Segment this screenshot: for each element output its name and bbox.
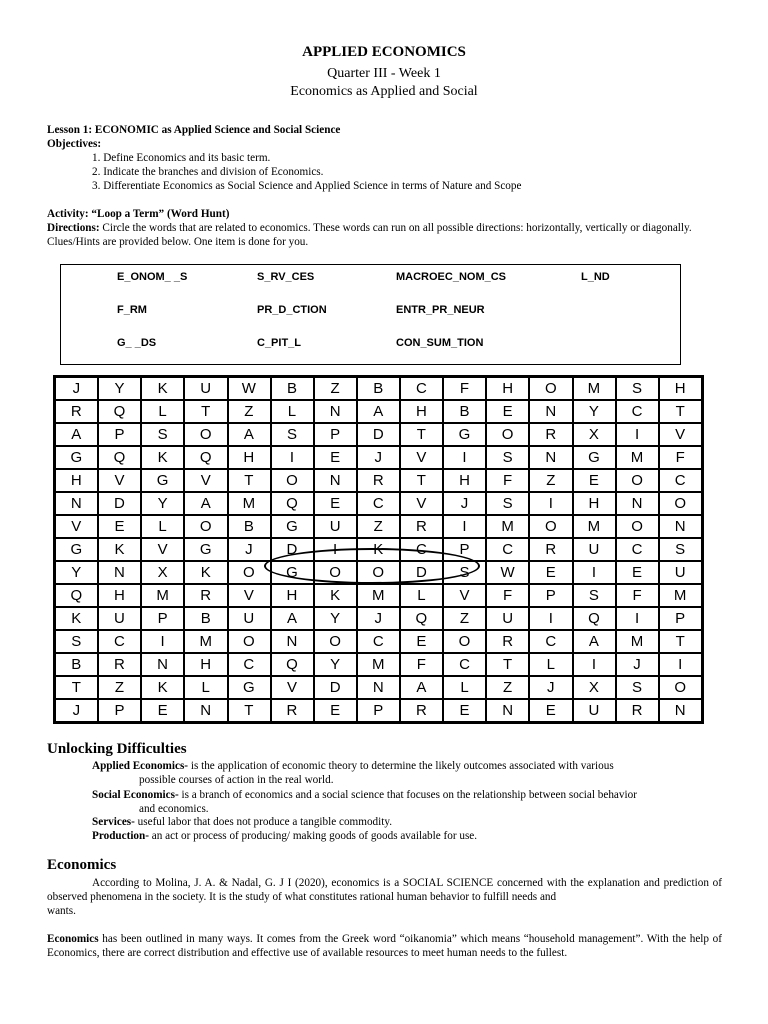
grid-letter-cell[interactable]: K [141, 446, 184, 469]
grid-letter-cell[interactable]: Q [400, 607, 443, 630]
grid-letter-cell[interactable]: R [529, 538, 572, 561]
grid-letter-cell[interactable]: G [271, 515, 314, 538]
grid-letter-cell[interactable]: O [616, 469, 659, 492]
clue-word: CON_SUM_TION [396, 337, 484, 349]
grid-letter-cell[interactable]: D [357, 423, 400, 446]
definition-term: Services- [92, 816, 135, 828]
grid-letter-cell[interactable]: U [573, 538, 616, 561]
grid-letter-cell[interactable]: I [529, 607, 572, 630]
grid-letter-cell[interactable]: V [400, 492, 443, 515]
grid-letter-cell[interactable]: I [443, 446, 486, 469]
grid-letter-cell[interactable]: I [314, 538, 357, 561]
grid-letter-cell[interactable]: M [616, 446, 659, 469]
grid-letter-cell[interactable]: G [55, 538, 98, 561]
definition-services [92, 815, 722, 829]
grid-letter-cell[interactable]: N [486, 699, 529, 722]
grid-letter-cell[interactable]: E [400, 630, 443, 653]
grid-letter-cell[interactable]: O [184, 515, 227, 538]
grid-letter-cell[interactable]: D [400, 561, 443, 584]
grid-letter-cell[interactable]: V [184, 469, 227, 492]
grid-letter-cell[interactable]: M [228, 492, 271, 515]
grid-letter-cell[interactable]: O [443, 630, 486, 653]
clue-word: ENTR_PR_NEUR [396, 304, 485, 316]
grid-letter-cell[interactable]: C [357, 492, 400, 515]
grid-letter-cell[interactable]: N [55, 492, 98, 515]
grid-letter-cell[interactable]: N [314, 400, 357, 423]
grid-letter-cell[interactable]: P [141, 607, 184, 630]
grid-letter-cell[interactable]: V [271, 676, 314, 699]
grid-letter-cell[interactable]: Q [271, 492, 314, 515]
grid-letter-cell[interactable]: F [486, 469, 529, 492]
unlocking-difficulties-heading: Unlocking Difficulties [47, 741, 187, 757]
grid-letter-cell[interactable]: T [228, 469, 271, 492]
grid-letter-cell[interactable]: R [616, 699, 659, 722]
grid-letter-cell[interactable]: H [573, 492, 616, 515]
grid-letter-cell[interactable]: N [314, 469, 357, 492]
grid-letter-cell[interactable]: R [184, 584, 227, 607]
grid-letter-cell[interactable]: Z [228, 400, 271, 423]
grid-letter-cell[interactable]: G [228, 676, 271, 699]
grid-letter-cell[interactable]: B [228, 515, 271, 538]
grid-letter-cell[interactable]: B [357, 377, 400, 400]
grid-letter-cell[interactable]: M [573, 515, 616, 538]
grid-letter-cell[interactable]: H [400, 400, 443, 423]
grid-letter-cell[interactable]: P [98, 699, 141, 722]
grid-letter-cell[interactable]: M [616, 630, 659, 653]
grid-letter-cell[interactable]: X [573, 676, 616, 699]
grid-letter-cell[interactable]: H [659, 377, 702, 400]
grid-letter-cell[interactable]: C [659, 469, 702, 492]
grid-letter-cell[interactable]: N [357, 676, 400, 699]
economics-paragraph-2 [47, 932, 722, 960]
grid-letter-cell[interactable]: T [659, 630, 702, 653]
grid-letter-cell[interactable]: S [616, 377, 659, 400]
grid-letter-cell[interactable]: O [184, 423, 227, 446]
grid-letter-cell[interactable]: E [98, 515, 141, 538]
grid-letter-cell[interactable]: P [443, 538, 486, 561]
grid-letter-cell[interactable]: O [529, 377, 572, 400]
grid-letter-cell[interactable]: J [616, 653, 659, 676]
grid-letter-cell[interactable]: E [314, 446, 357, 469]
objectives-label: Objectives: [47, 138, 102, 150]
grid-letter-cell[interactable]: Z [314, 377, 357, 400]
grid-letter-cell[interactable]: J [55, 377, 98, 400]
grid-letter-cell[interactable]: O [616, 515, 659, 538]
grid-letter-cell[interactable]: L [443, 676, 486, 699]
grid-letter-cell[interactable]: C [616, 400, 659, 423]
grid-letter-cell[interactable]: F [616, 584, 659, 607]
grid-letter-cell[interactable]: C [616, 538, 659, 561]
definition-text-continued: possible courses of action in the real world. [139, 774, 334, 786]
grid-letter-cell[interactable]: K [98, 538, 141, 561]
clue-word: E_ONOM_ _S [117, 271, 188, 283]
grid-letter-cell[interactable]: O [271, 469, 314, 492]
grid-letter-cell[interactable]: S [141, 423, 184, 446]
definition-text: is a branch of economics and a social science that focuses on the relationship between social behavior [178, 789, 637, 801]
goods-answer-circle [264, 548, 480, 584]
grid-letter-cell[interactable]: Z [357, 515, 400, 538]
grid-letter-cell[interactable]: R [400, 699, 443, 722]
grid-letter-cell[interactable]: Q [98, 400, 141, 423]
grid-letter-cell[interactable]: S [486, 446, 529, 469]
objective-item: 1. Define Economics and its basic term. [92, 152, 271, 164]
grid-letter-cell[interactable]: E [573, 469, 616, 492]
grid-letter-cell[interactable]: F [400, 653, 443, 676]
grid-letter-cell[interactable]: T [400, 469, 443, 492]
grid-letter-cell[interactable]: S [486, 492, 529, 515]
grid-letter-cell[interactable]: A [400, 676, 443, 699]
document-subtitle: Quarter III - Week 1 [327, 66, 441, 81]
directions-text: Circle the words that are related to economics. These words can run on all possible directions: horizontally, vertically or diagonally. Clues/Hints are provided below. One item is done for you. [47, 222, 692, 248]
grid-letter-cell[interactable]: I [141, 630, 184, 653]
grid-letter-cell[interactable]: D [314, 676, 357, 699]
grid-letter-cell[interactable]: E [314, 492, 357, 515]
grid-letter-cell[interactable]: P [98, 423, 141, 446]
clue-word: L_ND [581, 271, 610, 283]
grid-letter-cell[interactable]: K [184, 561, 227, 584]
grid-letter-cell[interactable]: L [271, 400, 314, 423]
grid-letter-cell[interactable]: I [659, 653, 702, 676]
grid-letter-cell[interactable]: C [443, 653, 486, 676]
grid-letter-cell[interactable]: N [271, 630, 314, 653]
grid-letter-cell[interactable]: I [616, 423, 659, 446]
grid-letter-cell[interactable]: W [228, 377, 271, 400]
grid-letter-cell[interactable]: U [228, 607, 271, 630]
grid-letter-cell[interactable]: S [573, 584, 616, 607]
grid-letter-cell[interactable]: H [271, 584, 314, 607]
grid-letter-cell[interactable]: A [228, 423, 271, 446]
grid-letter-cell[interactable]: D [98, 492, 141, 515]
grid-letter-cell[interactable]: Q [271, 653, 314, 676]
grid-letter-cell[interactable]: K [55, 607, 98, 630]
grid-letter-cell[interactable]: R [529, 423, 572, 446]
grid-letter-cell[interactable]: Y [573, 400, 616, 423]
grid-letter-cell[interactable]: U [573, 699, 616, 722]
grid-letter-cell[interactable]: B [55, 653, 98, 676]
grid-letter-cell[interactable]: K [357, 538, 400, 561]
grid-letter-cell[interactable]: A [184, 492, 227, 515]
grid-letter-cell[interactable]: V [228, 584, 271, 607]
grid-letter-cell[interactable]: L [529, 653, 572, 676]
grid-letter-cell[interactable]: N [98, 561, 141, 584]
grid-letter-cell[interactable]: E [443, 699, 486, 722]
grid-letter-cell[interactable]: C [357, 630, 400, 653]
grid-letter-cell[interactable]: M [573, 377, 616, 400]
grid-letter-cell[interactable]: K [141, 377, 184, 400]
grid-letter-cell[interactable]: I [616, 607, 659, 630]
directions-label: Directions: [47, 222, 100, 234]
activity-directions [47, 221, 722, 249]
grid-letter-cell[interactable]: Y [314, 607, 357, 630]
document-topic: Economics as Applied and Social [290, 84, 478, 99]
grid-letter-cell[interactable]: P [659, 607, 702, 630]
grid-letter-cell[interactable]: Z [486, 676, 529, 699]
grid-letter-cell[interactable]: N [529, 400, 572, 423]
clue-word: MACROEC_NOM_CS [396, 271, 507, 283]
grid-letter-cell[interactable]: R [400, 515, 443, 538]
grid-letter-cell[interactable]: A [573, 630, 616, 653]
definition-production [92, 829, 722, 843]
grid-letter-cell[interactable]: N [616, 492, 659, 515]
grid-letter-cell[interactable]: X [141, 561, 184, 584]
grid-letter-cell[interactable]: V [55, 515, 98, 538]
grid-letter-cell[interactable]: W [486, 561, 529, 584]
grid-letter-cell[interactable]: Y [141, 492, 184, 515]
grid-letter-cell[interactable]: B [271, 377, 314, 400]
grid-letter-cell[interactable]: E [529, 699, 572, 722]
grid-letter-cell[interactable]: H [184, 653, 227, 676]
grid-letter-cell[interactable]: C [98, 630, 141, 653]
grid-letter-cell[interactable]: Q [55, 584, 98, 607]
grid-letter-cell[interactable]: U [486, 607, 529, 630]
clue-word: S_RV_CES [257, 271, 315, 283]
grid-letter-cell[interactable]: H [443, 469, 486, 492]
grid-letter-cell[interactable]: C [400, 377, 443, 400]
lesson-title: Lesson 1: ECONOMIC as Applied Science and Social Science [47, 124, 341, 136]
grid-letter-cell[interactable]: C [228, 653, 271, 676]
grid-letter-cell[interactable]: J [529, 676, 572, 699]
grid-letter-cell[interactable]: J [357, 607, 400, 630]
grid-letter-cell[interactable]: V [400, 446, 443, 469]
grid-letter-cell[interactable]: S [616, 676, 659, 699]
grid-letter-cell[interactable]: N [141, 653, 184, 676]
grid-letter-cell[interactable]: S [55, 630, 98, 653]
grid-letter-cell[interactable]: H [228, 446, 271, 469]
grid-letter-cell[interactable]: L [184, 676, 227, 699]
grid-letter-cell[interactable]: J [55, 699, 98, 722]
grid-letter-cell[interactable]: H [98, 584, 141, 607]
grid-letter-cell[interactable]: N [659, 699, 702, 722]
paragraph-text: According to Molina, J. A. & Nadal, G. J I (2020), economics is a SOCIAL SCIENCE concerned with the explanation and prediction of observed phenomena in the society. It is the study of what constitutes rational human behavior to fulfill needs and [47, 877, 722, 903]
grid-letter-cell[interactable]: O [486, 423, 529, 446]
grid-letter-cell[interactable]: R [271, 699, 314, 722]
grid-letter-cell[interactable]: Z [443, 607, 486, 630]
grid-letter-cell[interactable]: D [271, 538, 314, 561]
grid-letter-cell[interactable]: J [228, 538, 271, 561]
grid-letter-cell[interactable]: T [659, 400, 702, 423]
grid-letter-cell[interactable]: P [314, 423, 357, 446]
grid-letter-cell[interactable]: H [486, 377, 529, 400]
grid-letter-cell[interactable]: O [228, 561, 271, 584]
grid-letter-cell[interactable]: M [184, 630, 227, 653]
grid-letter-cell[interactable]: I [573, 653, 616, 676]
definition-applied-economics [92, 759, 722, 787]
grid-letter-cell[interactable]: G [55, 446, 98, 469]
grid-letter-cell[interactable]: R [357, 469, 400, 492]
grid-letter-cell[interactable]: A [55, 423, 98, 446]
clue-word: G_ _DS [117, 337, 157, 349]
grid-letter-cell[interactable]: U [314, 515, 357, 538]
grid-letter-cell[interactable]: E [486, 400, 529, 423]
grid-letter-cell[interactable]: R [486, 630, 529, 653]
grid-letter-cell[interactable]: E [616, 561, 659, 584]
grid-letter-cell[interactable]: U [98, 607, 141, 630]
grid-letter-cell[interactable]: X [573, 423, 616, 446]
grid-letter-cell[interactable]: S [271, 423, 314, 446]
grid-letter-cell[interactable]: T [184, 400, 227, 423]
economics-paragraph-1 [47, 876, 722, 918]
grid-letter-cell[interactable]: R [55, 400, 98, 423]
grid-letter-cell[interactable]: C [529, 630, 572, 653]
grid-letter-cell[interactable]: F [486, 584, 529, 607]
grid-letter-cell[interactable]: F [659, 446, 702, 469]
grid-letter-cell[interactable]: E [314, 699, 357, 722]
grid-letter-cell[interactable]: M [357, 584, 400, 607]
grid-letter-cell[interactable]: L [141, 515, 184, 538]
grid-letter-cell[interactable]: L [141, 400, 184, 423]
grid-letter-cell[interactable]: O [314, 630, 357, 653]
grid-letter-cell[interactable]: O [314, 561, 357, 584]
grid-letter-cell[interactable]: M [486, 515, 529, 538]
grid-letter-cell[interactable]: Z [98, 676, 141, 699]
grid-letter-cell[interactable]: S [659, 538, 702, 561]
grid-letter-cell[interactable]: Y [314, 653, 357, 676]
grid-letter-cell[interactable]: E [141, 699, 184, 722]
grid-letter-cell[interactable]: V [98, 469, 141, 492]
grid-letter-cell[interactable]: S [443, 561, 486, 584]
grid-letter-cell[interactable]: C [486, 538, 529, 561]
grid-letter-cell[interactable]: O [659, 492, 702, 515]
grid-letter-cell[interactable]: F [443, 377, 486, 400]
grid-letter-cell[interactable]: N [659, 515, 702, 538]
definition-term: Production- [92, 830, 149, 842]
clue-word: F_RM [117, 304, 147, 316]
grid-letter-cell[interactable]: P [529, 584, 572, 607]
grid-letter-cell[interactable]: G [443, 423, 486, 446]
grid-letter-cell[interactable]: U [659, 561, 702, 584]
grid-letter-cell[interactable]: V [659, 423, 702, 446]
grid-letter-cell[interactable]: Z [529, 469, 572, 492]
grid-letter-cell[interactable]: B [184, 607, 227, 630]
grid-letter-cell[interactable]: G [271, 561, 314, 584]
definition-text: useful labor that does not produce a tangible commodity. [134, 816, 393, 828]
grid-letter-cell[interactable]: A [271, 607, 314, 630]
clue-word: PR_D_CTION [257, 304, 327, 316]
grid-letter-cell[interactable]: I [573, 561, 616, 584]
grid-letter-cell[interactable]: O [659, 676, 702, 699]
grid-letter-cell[interactable]: I [529, 492, 572, 515]
grid-letter-cell[interactable]: V [141, 538, 184, 561]
grid-letter-cell[interactable]: M [659, 584, 702, 607]
grid-letter-cell[interactable]: Y [98, 377, 141, 400]
grid-letter-cell[interactable]: G [573, 446, 616, 469]
grid-letter-cell[interactable]: O [357, 561, 400, 584]
grid-letter-cell[interactable]: I [443, 515, 486, 538]
paragraph-text-end: wants. [47, 905, 76, 917]
grid-letter-cell[interactable]: U [184, 377, 227, 400]
grid-letter-cell[interactable]: A [357, 400, 400, 423]
definition-text-continued: and economics. [139, 803, 209, 815]
grid-letter-cell[interactable]: P [357, 699, 400, 722]
grid-letter-cell[interactable]: Q [98, 446, 141, 469]
grid-letter-cell[interactable]: K [314, 584, 357, 607]
grid-letter-cell[interactable]: T [400, 423, 443, 446]
grid-letter-cell[interactable]: G [184, 538, 227, 561]
definition-term: Applied Economics- [92, 760, 189, 772]
paragraph-term: Economics [47, 933, 99, 945]
economics-heading: Economics [47, 857, 117, 873]
document-title: APPLIED ECONOMICS [302, 44, 466, 60]
grid-letter-cell[interactable]: C [400, 538, 443, 561]
grid-letter-cell[interactable]: O [228, 630, 271, 653]
grid-letter-cell[interactable]: M [357, 653, 400, 676]
grid-letter-cell[interactable]: K [141, 676, 184, 699]
paragraph-text: has been outlined in many ways. It comes from the Greek word “oikanomia” which means “household management”. With the help of Economics, there are correct distribution and effective use of available resources to meet human needs to the fullest. [47, 933, 722, 959]
grid-letter-cell[interactable]: Y [55, 561, 98, 584]
grid-letter-cell[interactable]: H [55, 469, 98, 492]
definition-social-economics [92, 788, 722, 816]
grid-letter-cell[interactable]: J [443, 492, 486, 515]
grid-letter-cell[interactable]: G [141, 469, 184, 492]
activity-title: Activity: “Loop a Term” (Word Hunt) [47, 208, 230, 220]
clue-box [60, 264, 681, 365]
grid-letter-cell[interactable]: T [228, 699, 271, 722]
grid-letter-cell[interactable]: E [529, 561, 572, 584]
objective-item: 3. Differentiate Economics as Social Science and Applied Science in terms of Nature and Scope [92, 180, 522, 192]
grid-letter-cell[interactable]: I [271, 446, 314, 469]
grid-letter-cell[interactable]: O [529, 515, 572, 538]
grid-letter-cell[interactable]: Q [184, 446, 227, 469]
definition-text: is the application of economic theory to determine the likely outcomes associated with various [188, 760, 614, 772]
definition-text: an act or process of producing/ making goods of goods available for use. [148, 830, 478, 842]
grid-letter-cell[interactable]: T [55, 676, 98, 699]
grid-letter-cell[interactable]: M [141, 584, 184, 607]
grid-letter-cell[interactable]: B [443, 400, 486, 423]
grid-letter-cell[interactable]: R [98, 653, 141, 676]
grid-letter-cell[interactable]: N [529, 446, 572, 469]
grid-letter-cell[interactable]: J [357, 446, 400, 469]
grid-letter-cell[interactable]: L [400, 584, 443, 607]
definition-term: Social Economics- [92, 789, 179, 801]
grid-letter-cell[interactable]: T [486, 653, 529, 676]
grid-letter-cell[interactable]: Q [573, 607, 616, 630]
grid-letter-cell[interactable]: V [443, 584, 486, 607]
grid-letter-cell[interactable]: N [184, 699, 227, 722]
objective-item: 2. Indicate the branches and division of Economics. [92, 166, 324, 178]
clue-word: C_PIT_L [257, 337, 302, 349]
